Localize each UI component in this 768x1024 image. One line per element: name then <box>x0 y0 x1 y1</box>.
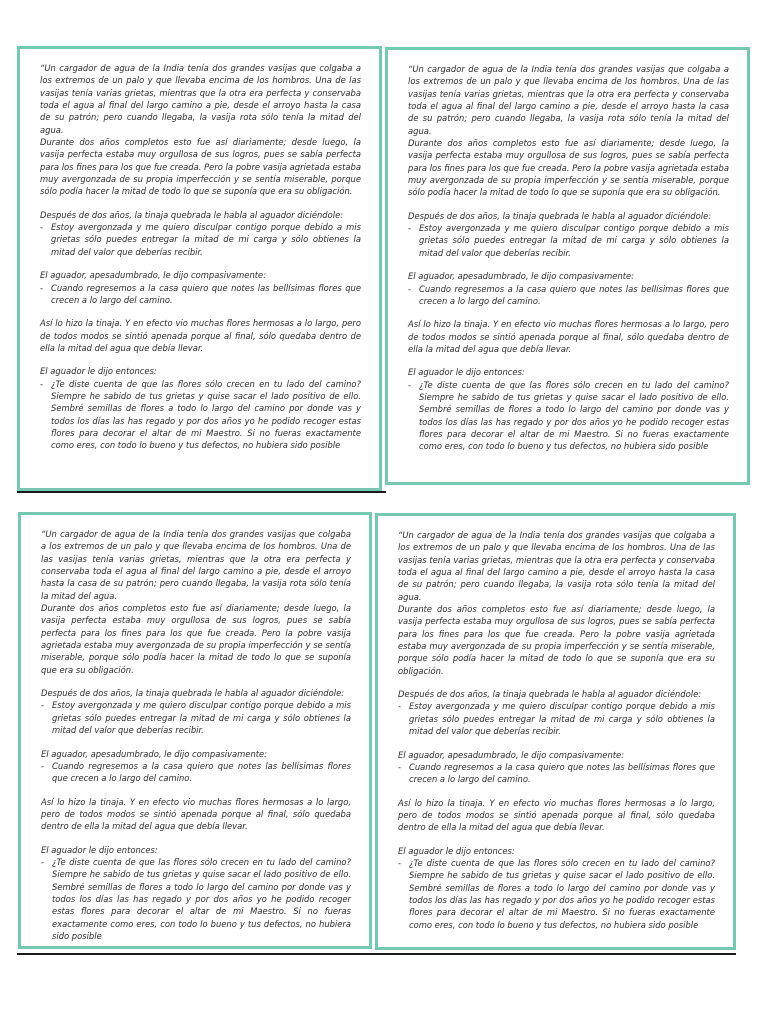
story-paragraph: Así lo hizo la tinaja. Y en efecto vio muchas flores hermosas a lo largo, pero de todos modos se sintió apenada porque al final, sólo quedaba dentro de ella la mitad del agua que debía llevar. <box>40 318 361 353</box>
story-paragraph: Así lo hizo la tinaja. Y en efecto vio muchas flores hermosas a lo largo, pero de todos modos se sintió apenada porque al final, sólo quedaba dentro de ella la mitad del agua que debía llevar. <box>408 319 729 354</box>
story-intro: “Un cargador de agua de la India tenía dos grandes vasijas que colgaba a los extremos de un palo y que llevaba encima de los hombros. Una de las vasijas tenía varias grietas, mientras que la otra era perfecta y conservaba toda el agua al final del largo camino a pie, desde el arroyo hasta la casa de su patrón; pero cuando llegaba, la vasija rota sólo tenía la mitad del agua. <box>40 63 361 135</box>
dialog-line <box>408 379 729 453</box>
story-paragraph: El aguador, apesadumbrado, le dijo compasivamente: <box>408 271 635 282</box>
dialog-text: ¿Te diste cuenta de que las flores sólo crecen en tu lado del camino? Siempre he sabido de tus grietas y quise sacar el lado positivo de ello. Sembré semillas de flores a todo lo largo del camino por donde vas y todos los días las has regado y por dos años yo he podido recoger estas flores para decorar el altar de mi Maestro. Si no fueras exactamente como eres, con todo lo bueno y tus defectos, no hubiera sido posible <box>409 857 715 930</box>
dash-marker: - <box>408 223 412 234</box>
story-paragraph: El aguador, apesadumbrado, le dijo compasivamente: <box>40 270 267 281</box>
dash-marker: - <box>41 760 45 771</box>
dialog-text: Estoy avergonzada y me quiero disculpar contigo porque debido a mis grietas sólo puedes entregar la mitad de mi carga y sólo obtienes la mitad del valor que deberías recibir. <box>52 700 351 736</box>
dialog-text: ¿Te diste cuenta de que las flores sólo crecen en tu lado del camino? Siempre he sabido de tus grietas y quise sacar el lado positivo de ello. Sembré semillas de flores a todo lo largo del camino por donde vas y todos los días las has regado y por dos años yo he podido recoger estas flores para decorar el altar de mi Maestro. Si no fueras exactamente como eres, con todo lo bueno y tus defectos, no hubiera sido posible <box>419 379 729 452</box>
dialog-line <box>40 221 361 258</box>
story-paragraph: Durante dos años completos esto fue así diariamente; desde luego, la vasija perfecta estaba muy orgullosa de sus logros, pues se sabía perfecta para los fines para los que fue creada. Pero la pobre vasija agrietada estaba muy avergonzada de su propia imperfección y se sentía miserable, porque sólo podía hacer la mitad de todo lo que se suponía que era su obligación. <box>41 603 351 675</box>
dash-marker: - <box>408 379 412 390</box>
divider-line-bottom <box>17 953 736 955</box>
dialog-text: ¿Te diste cuenta de que las flores sólo crecen en tu lado del camino? Siempre he sabido de tus grietas y quise sacar el lado positivo de ello. Sembré semillas de flores a todo lo largo del camino por donde vas y todos los días las has regado y por dos años yo he podido recoger estas flores para decorar el altar de mi Maestro. Si no fueras exactamente como eres, con todo lo bueno y tus defectos, no hubiera sido posible <box>52 856 351 941</box>
story-paragraph: Después de dos años, la tinaja quebrada le habla al aguador diciéndole: <box>408 210 712 221</box>
dialog-line <box>398 700 715 737</box>
dash-marker: - <box>408 283 412 294</box>
dash-marker: - <box>398 761 402 772</box>
dialog-text: Cuando regresemos a la casa quiero que notes las bellísimas flores que crecen a lo largo del camino. <box>409 761 715 785</box>
dialog-line <box>408 222 729 259</box>
dash-marker: - <box>398 857 402 868</box>
story-text <box>41 528 351 942</box>
dash-marker: - <box>40 222 44 233</box>
dialog-line <box>408 283 729 308</box>
dialog-line <box>398 761 715 786</box>
dash-marker: - <box>40 378 44 389</box>
dash-marker: - <box>41 856 45 867</box>
dialog-text: Estoy avergonzada y me quiero disculpar contigo porque debido a mis grietas sólo puedes entregar la mitad de mi carga y sólo obtienes la mitad del valor que deberías recibir. <box>419 223 729 258</box>
dash-marker: - <box>40 282 44 293</box>
story-paragraph: Durante dos años completos esto fue así diariamente; desde luego, la vasija perfecta estaba muy orgullosa de sus logros, pues se sabía perfecta para los fines para los que fue creada. Pero la pobre vasija agrietada estaba muy avergonzada de su propia imperfección y se sentía miserable, porque sólo podía hacer la mitad de todo lo que se suponía que era su obligación. <box>398 604 715 676</box>
dialog-line <box>40 282 361 307</box>
dialog-line <box>398 857 715 931</box>
dialog-text: Estoy avergonzada y me quiero disculpar contigo porque debido a mis grietas sólo puedes entregar la mitad de mi carga y sólo obtienes la mitad del valor que deberías recibir. <box>409 701 715 737</box>
story-paragraph: El aguador le dijo entonces: <box>40 366 157 377</box>
story-paragraph: El aguador, apesadumbrado, le dijo compasivamente: <box>398 749 625 760</box>
story-paragraph: El aguador le dijo entonces: <box>398 845 515 856</box>
story-paragraph: El aguador le dijo entonces: <box>408 367 525 378</box>
story-paragraph: El aguador le dijo entonces: <box>41 844 158 855</box>
story-paragraph: Así lo hizo la tinaja. Y en efecto vio muchas flores hermosas a lo largo, pero de todos modos se sintió apenada porque al final, sólo quedaba dentro de ella la mitad del agua que debía llevar. <box>398 797 715 833</box>
story-text <box>40 62 361 452</box>
dialog-text: Estoy avergonzada y me quiero disculpar contigo porque debido a mis grietas sólo puedes entregar la mitad de mi carga y sólo obtienes la mitad del valor que deberías recibir. <box>51 222 361 257</box>
story-text <box>398 529 715 931</box>
dialog-text: Cuando regresemos a la casa quiero que notes las bellísimas flores que crecen a lo largo del camino. <box>52 760 351 784</box>
story-text <box>408 63 729 453</box>
dialog-text: Cuando regresemos a la casa quiero que notes las bellísimas flores que crecen a lo largo del camino. <box>419 283 729 306</box>
story-paragraph: Así lo hizo la tinaja. Y en efecto vio muchas flores hermosas a lo largo, pero de todos modos se sintió apenada porque al final, sólo quedaba dentro de ella la mitad del agua que debía llevar. <box>41 796 351 832</box>
dash-marker: - <box>398 701 402 712</box>
dialog-line <box>41 699 351 736</box>
divider-line-top <box>17 491 386 493</box>
story-intro: “Un cargador de agua de la India tenía dos grandes vasijas que colgaba a los extremos de un palo y que llevaba encima de los hombros. Una de las vasijas tenía varias grietas, mientras que la otra era perfecta y conservaba toda el agua al final del largo camino a pie, desde el arroyo hasta la casa de su patrón; pero cuando llegaba, la vasija rota sólo tenía la mitad del agua. <box>408 64 729 136</box>
story-paragraph: Durante dos años completos esto fue así diariamente; desde luego, la vasija perfecta estaba muy orgullosa de sus logros, pues se sabía perfecta para los fines para los que fue creada. Pero la pobre vasija agrietada estaba muy avergonzada de su propia imperfección y se sentía miserable, porque sólo podía hacer la mitad de todo lo que se suponía que era su obligación. <box>40 137 361 197</box>
story-paragraph: Después de dos años, la tinaja quebrada le habla al aguador diciéndole: <box>40 209 344 220</box>
dialog-line <box>41 856 351 942</box>
dialog-line <box>41 760 351 785</box>
story-intro: “Un cargador de agua de la India tenía dos grandes vasijas que colgaba a los extremos de un palo y que llevaba encima de los hombros. Una de las vasijas tenía varias grietas, mientras que la otra era perfecta y conservaba toda el agua al final del largo camino a pie, desde el arroyo hasta la casa de su patrón; pero cuando llegaba, la vasija rota sólo tenía la mitad del agua. <box>41 529 351 601</box>
dialog-text: Cuando regresemos a la casa quiero que notes las bellísimas flores que crecen a lo largo del camino. <box>51 282 361 305</box>
story-card-top-right <box>385 47 750 485</box>
dash-marker: - <box>41 700 45 711</box>
story-paragraph: El aguador, apesadumbrado, le dijo compasivamente: <box>41 748 268 759</box>
story-card-bottom-left <box>18 512 372 949</box>
story-paragraph: Después de dos años, la tinaja quebrada le habla al aguador diciéndole: <box>398 689 702 700</box>
dialog-line <box>40 378 361 452</box>
story-paragraph: Después de dos años, la tinaja quebrada le habla al aguador diciéndole: <box>41 688 345 699</box>
story-card-bottom-right <box>375 513 736 950</box>
story-card-top-left <box>17 46 382 491</box>
story-paragraph: Durante dos años completos esto fue así diariamente; desde luego, la vasija perfecta estaba muy orgullosa de sus logros, pues se sabía perfecta para los fines para los que fue creada. Pero la pobre vasija agrietada estaba muy avergonzada de su propia imperfección y se sentía miserable, porque sólo podía hacer la mitad de todo lo que se suponía que era su obligación. <box>408 138 729 198</box>
dialog-text: ¿Te diste cuenta de que las flores sólo crecen en tu lado del camino? Siempre he sabido de tus grietas y quise sacar el lado positivo de ello. Sembré semillas de flores a todo lo largo del camino por donde vas y todos los días las has regado y por dos años yo he podido recoger estas flores para decorar el altar de mi Maestro. Si no fueras exactamente como eres, con todo lo bueno y tus defectos, no hubiera sido posible <box>51 378 361 451</box>
story-intro: “Un cargador de agua de la India tenía dos grandes vasijas que colgaba a los extremos de un palo y que llevaba encima de los hombros. Una de las vasijas tenía varias grietas, mientras que la otra era perfecta y conservaba toda el agua al final del largo camino a pie, desde el arroyo hasta la casa de su patrón; pero cuando llegaba, la vasija rota sólo tenía la mitad del agua. <box>398 530 715 602</box>
